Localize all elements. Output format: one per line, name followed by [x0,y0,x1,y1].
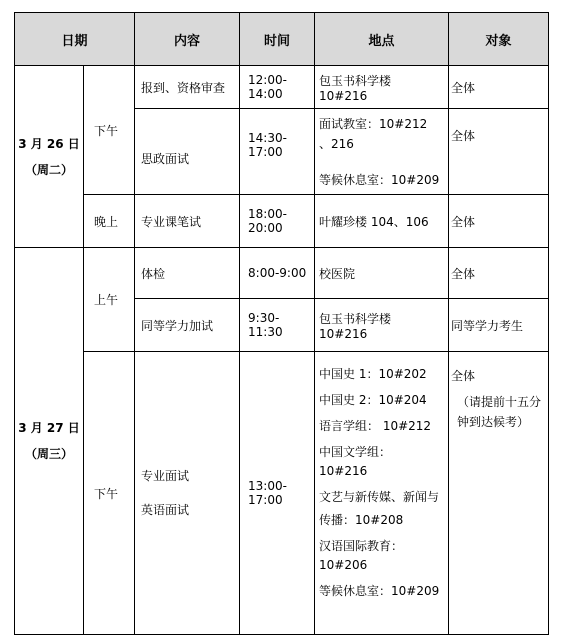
period-afternoon: 下午 [84,66,135,195]
location-line: 面试教室：10#212 、216 [319,116,428,151]
table-row [15,248,549,299]
date-cell-day2 [15,248,84,635]
audience-cell: 全体 [449,248,549,299]
location-line: 中国史 2：10#204 [319,393,427,407]
audience-line: 全体 [451,369,476,383]
period-afternoon: 下午 [84,352,135,635]
audience-cell: 全体 [449,195,549,248]
location-line: 等候休息室：10#209 [319,584,440,598]
time-cell: 14:30-17:00 [240,109,315,195]
date-label: 3 月 27 日 [18,421,80,435]
audience-cell: 全体 [449,109,549,195]
header-content: 内容 [135,13,240,66]
table-row [15,66,549,109]
audience-line: 钟到达候考） [457,415,530,429]
time-cell: 13:00-17:00 [240,352,315,635]
period-evening: 晚上 [84,195,135,248]
content-line: 专业面试 [141,469,190,483]
period-morning: 上午 [84,248,135,352]
content-cell [135,352,240,635]
location-cell [315,109,449,195]
content-cell: 报到、资格审查 [135,66,240,109]
audience-line: （请提前十五分 [457,395,542,409]
audience-cell: 全体 [449,66,549,109]
location-line: 传播：10#208 [319,513,404,527]
time-cell: 12:00-14:00 [240,66,315,109]
header-location: 地点 [315,13,449,66]
location-line: 等候休息室：10#209 [319,172,440,187]
location-line: 汉语国际教育：10#206 [319,539,404,572]
header-audience: 对象 [449,13,549,66]
content-cell: 体检 [135,248,240,299]
time-cell: 9:30-11:30 [240,299,315,352]
time-cell: 18:00-20:00 [240,195,315,248]
table-row [15,195,549,248]
content-cell: 思政面试 [135,109,240,195]
date-cell-day1 [15,66,84,248]
audience-cell [449,352,549,635]
header-row [15,13,549,66]
time-cell: 8:00-9:00 [240,248,315,299]
content-cell: 同等学力加试 [135,299,240,352]
content-line: 英语面试 [141,503,190,517]
location-line: 中国史 1：10#202 [319,367,427,381]
table-row [15,352,549,635]
location-line: 中国文学组： 10#216 [319,445,392,478]
location-cell: 叶耀珍楼 104、106 [315,195,449,248]
header-date: 日期 [15,13,135,66]
location-line: 语言学组： 10#212 [319,419,432,433]
location-cell: 校医院 [315,248,449,299]
location-line: 文艺与新传媒、新闻与 [319,490,440,504]
content-cell: 专业课笔试 [135,195,240,248]
location-cell: 包玉书科学楼 10#216 [315,66,449,109]
weekday-label: （周二） [24,162,73,177]
weekday-label: （周三） [24,447,73,461]
header-time: 时间 [240,13,315,66]
audience-cell: 同等学力考生 [449,299,549,352]
schedule-table [14,12,549,635]
date-label: 3 月 26 日 [18,136,80,151]
location-cell: 包玉书科学楼 10#216 [315,299,449,352]
location-cell [315,352,449,635]
